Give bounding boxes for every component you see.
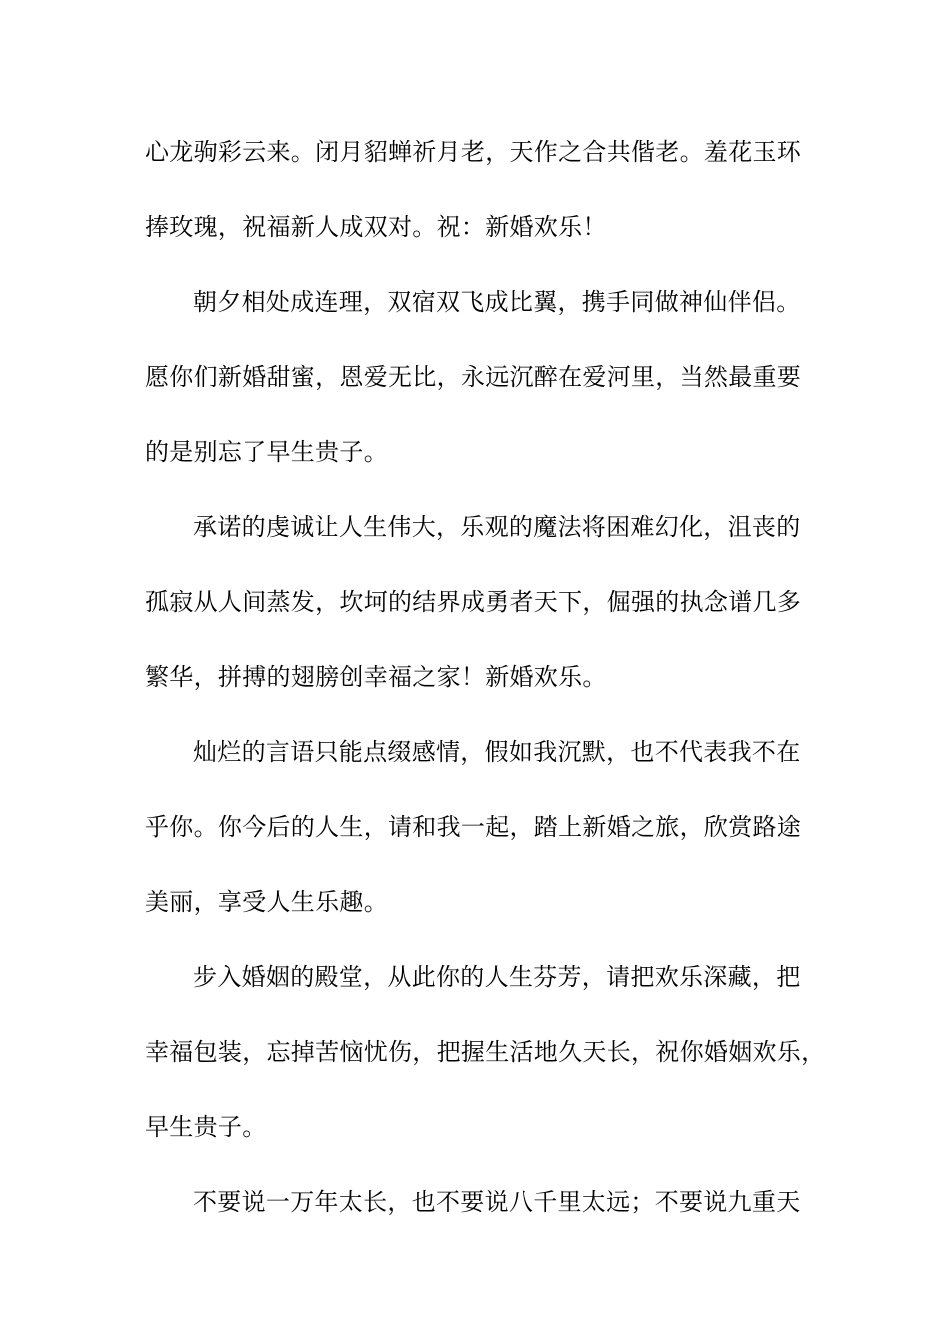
text-line: 早生贵子。: [145, 1113, 267, 1141]
text-line: 美丽，享受人生乐趣。: [145, 888, 388, 916]
text-line: 愿你们新婚甜蜜，恩爱无比，永远沉醉在爱河里，当然最重要: [145, 363, 802, 391]
text-line: 乎你。你今后的人生，请和我一起，踏上新婚之旅，欣赏路途: [145, 813, 802, 841]
paragraph-start-line: 不要说一万年太长，也不要说八千里太远；不要说九重天: [193, 1188, 801, 1216]
paragraph-start-line: 朝夕相处成连理，双宿双飞成比翼，携手同做神仙伴侣。: [193, 288, 801, 316]
text-line: 的是别忘了早生贵子。: [145, 438, 388, 466]
paragraph-start-line: 灿烂的言语只能点缀感情，假如我沉默，也不代表我不在: [193, 738, 801, 766]
paragraph-start-line: 步入婚姻的殿堂，从此你的人生芬芳，请把欢乐深藏，把: [193, 963, 801, 991]
text-line: 心龙驹彩云来。闭月貂蝉祈月老，天作之合共偕老。羞花玉环: [145, 138, 802, 166]
text-line: 捧玫瑰，祝福新人成双对。祝：新婚欢乐！: [145, 213, 607, 241]
text-line: 繁华，拼搏的翅膀创幸福之家！新婚欢乐。: [145, 663, 607, 691]
text-line: 孤寂从人间蒸发，坎坷的结界成勇者天下，倔强的执念谱几多: [145, 588, 802, 616]
text-line: 幸福包装，忘掉苦恼忧伤，把握生活地久天长，祝你婚姻欢乐，: [145, 1038, 826, 1066]
paragraph-start-line: 承诺的虔诚让人生伟大，乐观的魔法将困难幻化，沮丧的: [193, 513, 801, 541]
